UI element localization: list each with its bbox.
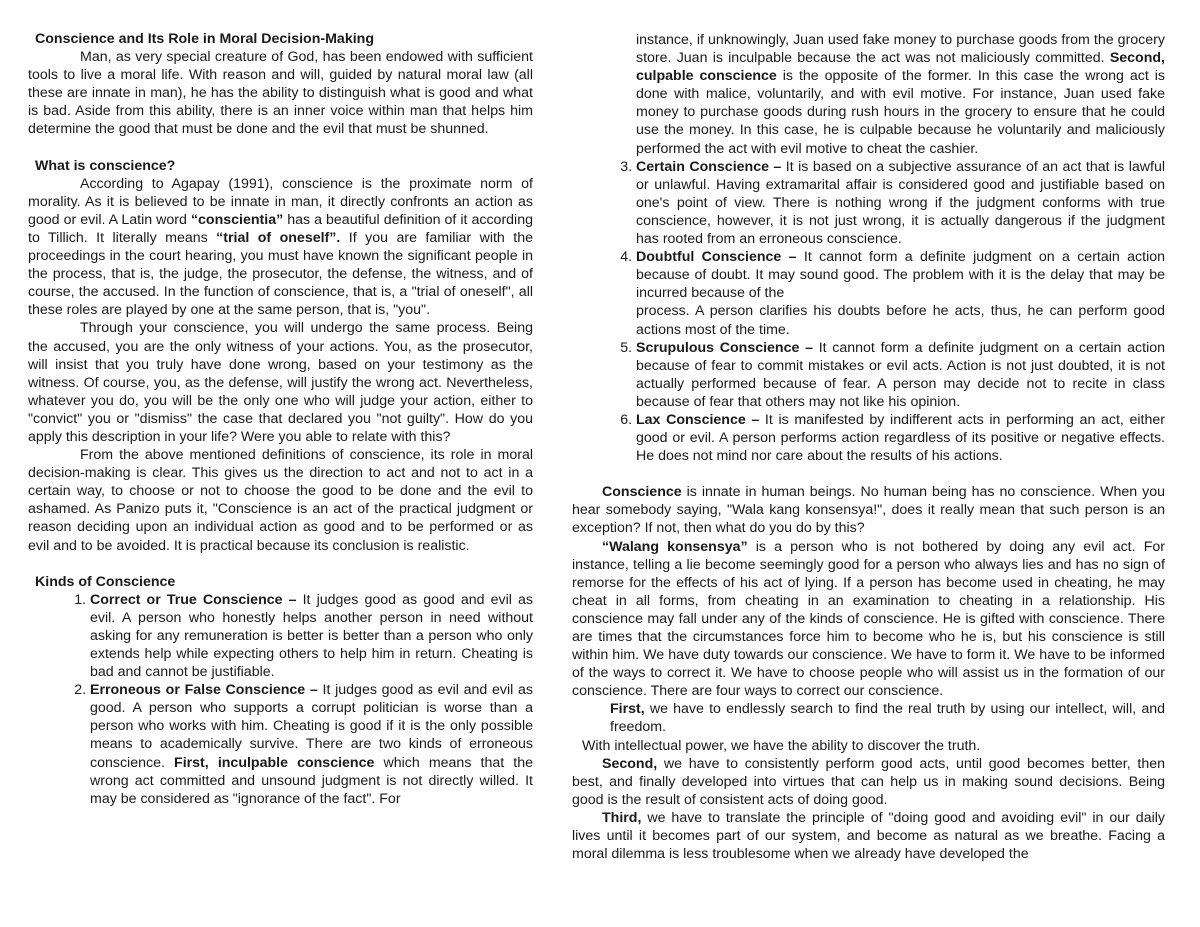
intellectual-power-line: With intellectual power, we have the ability to discover the truth. <box>582 737 981 754</box>
process-paragraph: Through your conscience, you will undergo the same process. Being the accused, you are the only witness of your actions. You, as the prosecutor, will insist that you truly have done wrong, based on your testimony as the witness. Of course, you, as the defense, will justify the wrong act. Nevertheless, whatever you do, you will be the only one who will judge your action, either to "convict" you or "dismiss" the case that declared you "not guilty". How do you apply this description in your life? Were you able to relate with this? <box>28 320 533 445</box>
kinds-heading: Kinds of Conscience <box>35 573 176 590</box>
kinds-list-continued <box>572 158 1165 466</box>
list-item: 1. Correct or True Conscience – It judges good as good and evil as evil. A person who honestly helps another person in need without asking for any remuneration is better is better than a person who only extends help while expecting others to help him in return. Cheating is bad and cannot be justifiable. <box>90 591 533 681</box>
list-item: 3. Certain Conscience – It is based on a subjective assurance of an act that is lawful or unlawful. Having extramarital affair is considered good and justifiable based on one's point of view. There is nothing wrong if the judgment conforms with true conscience, however, it is not just wrong, it is actually dangerous if the judgment has rooted from an erroneous conscience. <box>636 158 1165 248</box>
intro-paragraph: Man, as very special creature of God, has been endowed with sufficient tools to live a moral life. With reason and will, guided by natural moral law (all these are innate in man), he has the ability to distinguish what is good and what is bad. Aside from this ability, there is an inner voice within man that helps him determine the good that must be done and the evil that must be shunned. <box>28 49 533 138</box>
role-paragraph: From the above mentioned definitions of conscience, its role in moral decision-making is clear. This gives us the direction to act and not to act in a certain way, to choose or not to choose the good to be done and the evil to ashamed. As Panizo puts it, "Conscience is an act of the practical judgment or reason deciding upon an individual action as good and to be performed or as evil and to be avoided. It is practical because its conclusion is realistic. <box>28 447 533 554</box>
walang-konsensya-paragraph: “Walang konsensya” is a person who is not bothered by doing any evil act. For instance, telling a lie become seemingly good for a person who always lies and has no sign of remorse for the effects of his act of lying. If a person has become used in cheating, he may cheat in all forms, from cheating in an examination to cheating in a relationship. His conscience may fall under any of the kinds of conscience. He is gifted with conscience. There are times that the circumstances force him to become who he is, but his conscience is still within him. We have duty towards our conscience. We have to form it. We have to be informed of the ways to correct it. We have to choose people who will assist us in the formation of our conscience. There are four ways to correct our conscience. <box>572 538 1165 700</box>
first-way-paragraph: First, we have to endlessly search to find the real truth by using our intellect, will, and freedom. <box>610 701 1165 736</box>
erroneous-continuation: instance, if unknowingly, Juan used fake money to purchase goods from the grocery store. Juan is inculpable because the act was not maliciously committed. Second, culpable conscience is the opposite of the former. In this case the wrong act is done with malice, voluntarily, and with evil motive. For instance, Juan used fake money to purchase goods during rush hours in the grocery to ensure that he could use the money. In this case, he is culpable because he voluntarily and maliciously performed the act with evil motive to cheat the cashier. <box>636 32 1165 157</box>
list-item: 2. Erroneous or False Conscience – It judges good as evil and evil as good. A person who supports a corrupt politician is worse than a person who works with him. Cheating is good if it is the only possible means to academically survive. There are two kinds of erroneous conscience. First, inculpable conscience which means that the wrong act committed and unsound judgment is not directly willed. It may be considered as "ignorance of the fact". For <box>90 681 533 808</box>
kinds-list <box>28 591 533 808</box>
what-is-conscience-heading: What is conscience? <box>35 157 176 174</box>
list-item: 5. Scrupulous Conscience – It cannot form a definite judgment on a certain action because of fear to commit mistakes or evil acts. Action is not just doubted, it is not actually performed because of fear. A person may decide not to recite in class because of fear that others may not like his opinion. <box>636 339 1165 411</box>
agapay-paragraph: According to Agapay (1991), conscience is the proximate norm of morality. As it is believed to be innate in man, it directly confronts an action as good or evil. A Latin word “conscientia” has a beautiful definition of it according to Tillich. It literally means “trial of oneself”. If you are familiar with the proceedings in the court hearing, you must have known the significant people in the process, that is, the judge, the prosecutor, the defense, the witness, and of course, the accused. In the function of conscience, that is, a "trial of oneself", all these roles are played by one at the same person, that is, "you". <box>28 175 534 319</box>
innate-paragraph: Conscience is innate in human beings. No human being has no conscience. When you hear somebody saying, "Wala kang konsensya!", does it really mean that such person is an exception? If not, then what do you do by this? <box>572 484 1165 537</box>
list-item: 4. Doubtful Conscience – It cannot form a definite judgment on a certain action because of doubt. It may sound good. The problem with it is the delay that may be incurred because of the process. A person clarifies his doubts before he acts, thus, he can perform good actions most of the time. <box>636 248 1165 338</box>
second-way-paragraph: Second, we have to consistently perform good acts, until good becomes better, then best, and finally developed into virtues that can help us in making sound decisions. Being good is the result of consistent acts of doing good. <box>572 755 1165 808</box>
right-column <box>572 31 1165 863</box>
list-item: 6. Lax Conscience – It is manifested by indifferent acts in performing an act, either good or evil. A person performs action regardless of its positive or negative effects. He does not mind nor care about the results of his actions. <box>636 411 1165 465</box>
third-way-paragraph: Third, we have to translate the principle of "doing good and avoiding evil" in our daily lives until it becomes part of our system, and become as natural as we breathe. Facing a moral dilemma is less troublesome when we already have developed the <box>572 809 1165 863</box>
document-title: Conscience and Its Role in Moral Decision-Making <box>35 31 374 47</box>
left-column <box>28 30 533 808</box>
